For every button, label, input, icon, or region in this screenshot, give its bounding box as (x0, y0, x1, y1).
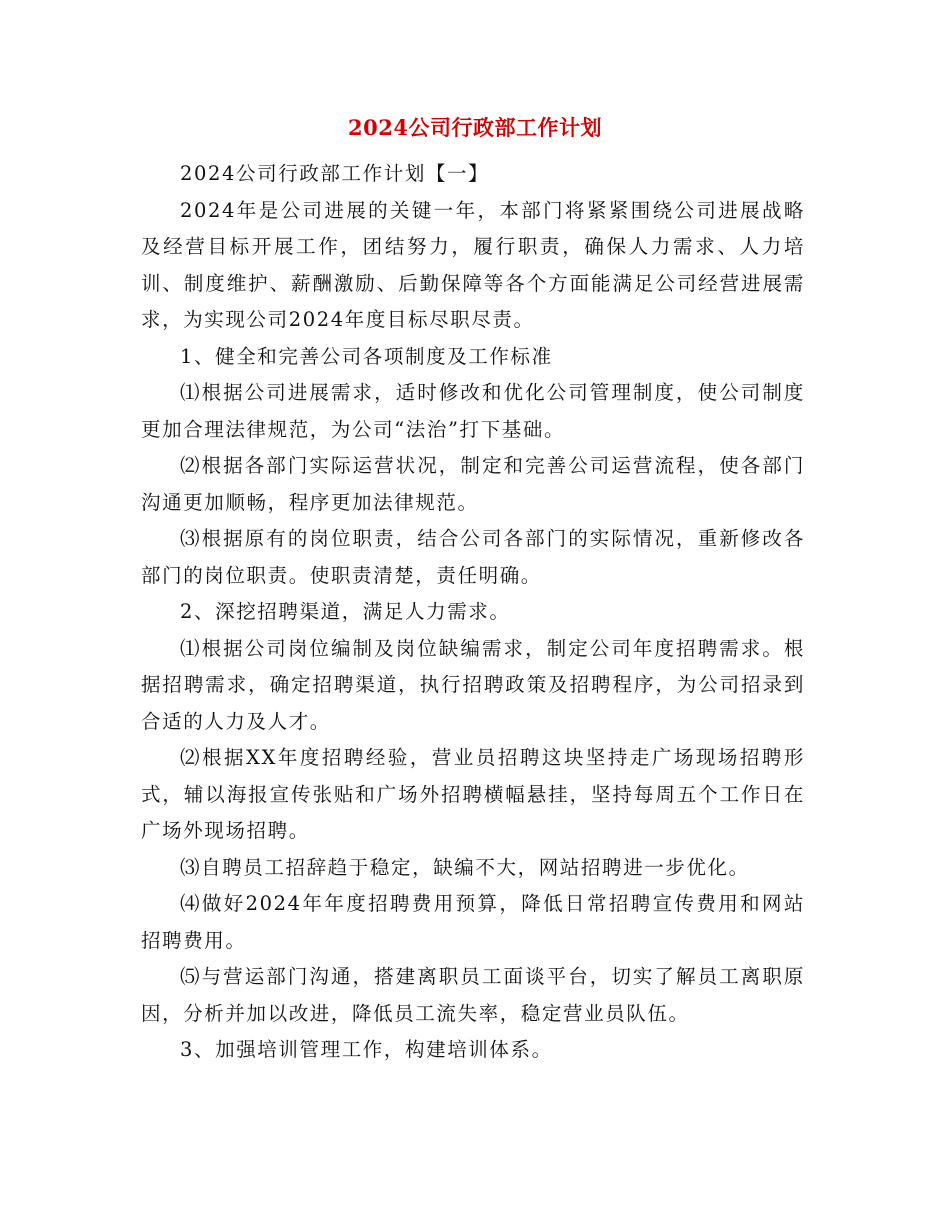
item-heading-3: 3、加强培训管理工作，构建培训体系。 (180, 1038, 553, 1061)
item-heading-1: 1、健全和完善公司各项制度及工作标准 (180, 344, 553, 368)
item-heading-2: 2、深挖招聘渠道，满足人力需求。 (180, 600, 511, 623)
sub-item-1-3: ⑶根据原有的岗位职责，结合公司各部门的实际情况，重新修改各部门的岗位职责。使职责清楚，责任明确。 (141, 527, 805, 587)
document-title: 2024公司行政部工作计划 (348, 115, 602, 140)
sub-item-1-2: ⑵根据各部门实际运营状况，制定和完善公司运营流程，使各部门沟通更加顺畅，程序更加法律规范。 (141, 454, 805, 514)
sub-item-2-1: ⑴根据公司岗位编制及岗位缺编需求，制定公司年度招聘需求。根据招聘需求，确定招聘渠道，执行招聘政策及招聘程序，为公司招录到合适的人力及人才。 (141, 636, 805, 733)
sub-item-2-5: ⑸与营运部门沟通，搭建离职员工面谈平台，切实了解员工离职原因，分析并加以改进，降低员工流失率，稳定营业员队伍。 (141, 965, 805, 1025)
sub-item-1-1: ⑴根据公司进展需求，适时修改和优化公司管理制度，使公司制度更加合理法律规范，为公司“法治”打下基础。 (141, 381, 805, 441)
sub-item-2-4: ⑷做好2024年年度招聘费用预算，降低日常招聘宣传费用和网站招聘费用。 (141, 892, 805, 952)
sub-item-2-3: ⑶自聘员工招辞趋于稳定，缺编不大，网站招聘进一步优化。 (180, 855, 750, 879)
intro-paragraph: 2024年是公司进展的关键一年，本部门将紧紧围绕公司进展战略及经营目标开展工作，团结努力，履行职责，确保人力需求、人力培训、制度维护、薪酬激励、后勤保障等各个方面能满足公司经营进展需求，为实现公司2024年度目标尽职尽责。 (141, 198, 805, 331)
section-heading: 2024公司行政部工作计划【一】 (180, 162, 490, 185)
sub-item-2-2: ⑵根据XX年度招聘经验，营业员招聘这块坚持走广场现场招聘形式，辅以海报宣传张贴和广场外招聘横幅悬挂，坚持每周五个工作日在广场外现场招聘。 (141, 746, 805, 842)
document-body (141, 156, 805, 1069)
